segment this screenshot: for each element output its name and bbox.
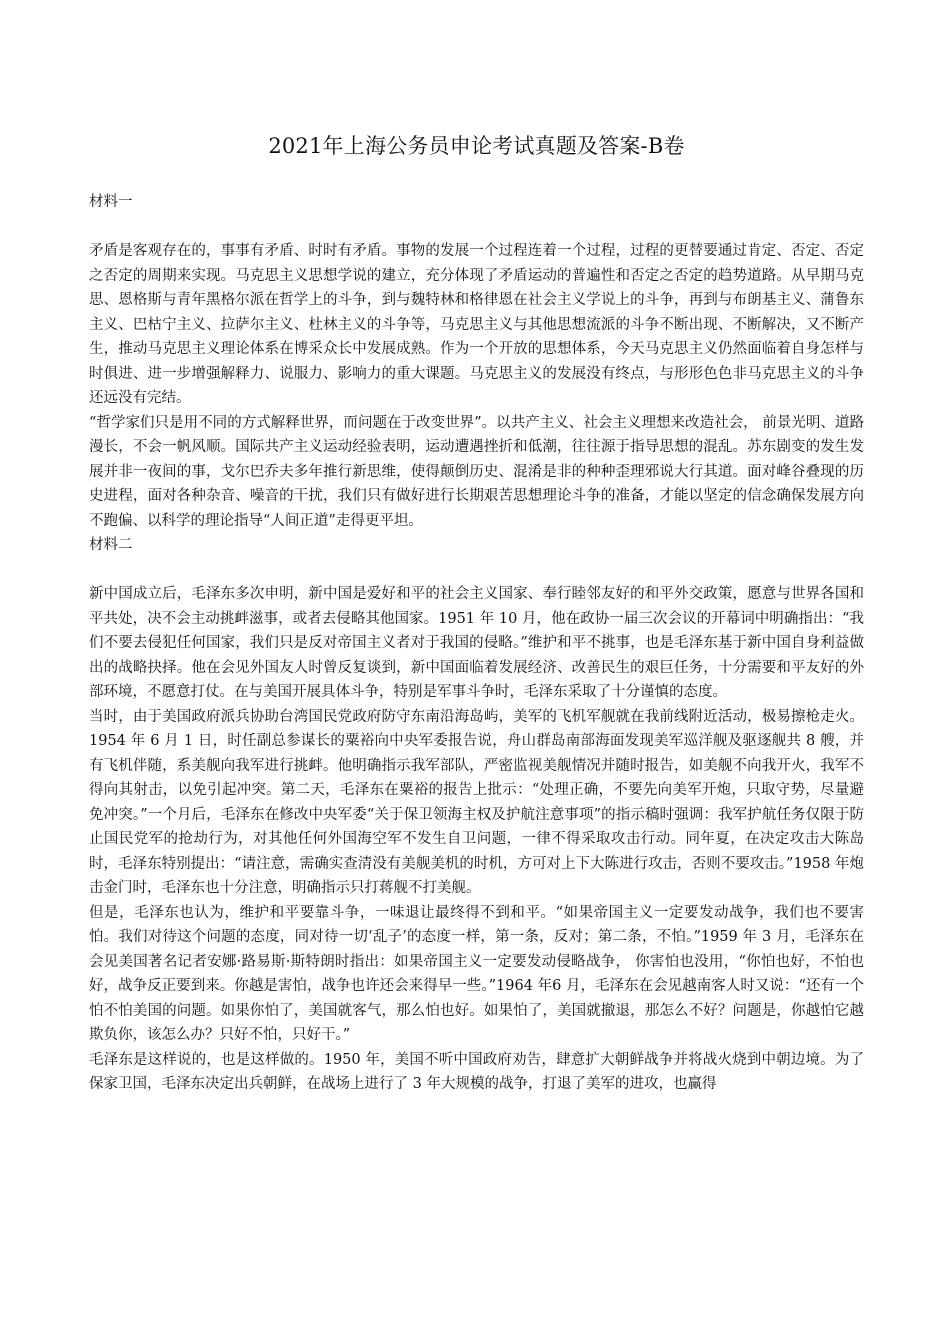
document-title: 2021年上海公务员申论考试真题及答案-B卷 (268, 134, 685, 158)
material-2-paragraph-2: 当时，由于美国政府派兵协助台湾国民党政府防守东南沿海岛屿，美军的飞机军舰就在我前线附近活动，极易擦枪走火。1954 年 6 月 1 日，时任副总参谋长的粟裕向中央军委报告说，舟山群岛南部海面发现美军巡洋舰及驱逐舰共 8 艘，并有飞机伴随，系美舰向我军进行挑衅。他明确指示我军部队，严密监视美舰情况并随时报告，如美舰不向我开火，我军不得向其射击，以免引起冲突。第二天，毛泽东在粟裕的报告上批示：“处理正确，不要先向美军开炮，只取守势，尽量避免冲突。”一个月后，毛泽东在修改中央军委“关于保卫领海主权及护航注意事项”的指示稿时强调：我军护航任务仅限于防止国民党军的抢劫行为，对其他任何外国海空军不发生自卫问题，一律不得采取攻击行动。同年夏，在决定攻击大陈岛时，毛泽东特别提出：“请注意，需确实查清没有美舰美机的时机，方可对上下大陈进行攻击，否则不要攻击。”1958 年炮击金门时，毛泽东也十分注意，明确指示只打蒋舰不打美舰。 (89, 708, 864, 896)
material-1-paragraph-2: “哲学家们只是用不同的方式解释世界，而问题在于改变世界”。以共产主义、社会主义理想来改造社会， 前景光明、道路漫长，不会一帆风顺。国际共产主义运动经验表明，运动遭遇挫折和低潮，往往源于指导思想的混乱。苏东剧变的发生发展并非一夜间的事，戈尔巴乔夫多年推行新思维，使得颠倒历史、混淆是非的种种歪理邪说大行其道。面对峰谷叠现的历史进程，面对各种杂音、噪音的干扰，我们只有做好进行长期艰苦思想理论斗争的准备，才能以坚定的信念确保发展方向不跑偏、以科学的理论指导“人间正道”走得更平坦。 (89, 414, 864, 529)
blank-line (89, 215, 864, 240)
material-2-paragraph-3: 但是，毛泽东也认为，维护和平要靠斗争，一味退让最终得不到和平。“如果帝国主义一定要发动战争，我们也不要害怕。我们对待这个问题的态度，同对待一切‘乱子’的态度一样，第一条，反对；第二条，不怕。”1959 年 3 月，毛泽东在会见美国著名记者安娜·路易斯·斯特朗时指出：如果帝国主义一定要发动侵略战争， 你害怕也没用，“你怕也好，不怕也好，战争反正要到来。你越是害怕，战争也许还会来得早一些。”1964 年6 月，毛泽东在会见越南客人时又说：“还有一个怕不怕美国的问题。如果你怕了，美国就客气，那么怕也好。如果怕了，美国就撤退，那怎么不好？问题是，你越怕它越欺负你，该怎么办？只好不怕，只好干。” (89, 904, 864, 1043)
material-1-label: 材料一 (89, 194, 133, 210)
material-2-paragraph-4: 毛泽东是这样说的，也是这样做的。1950 年，美国不听中国政府劝告，肆意扩大朝鲜战争并将战火烧到中朝边境。为了保家卫国，毛泽东决定出兵朝鲜，在战场上进行了 3 年大规模的战争，打退了美军的进攻，也赢得 (89, 1051, 864, 1092)
material-1-paragraph-1: 矛盾是客观存在的，事事有矛盾、时时有矛盾。事物的发展一个过程连着一个过程，过程的更替要通过肯定、否定、否定之否定的周期来实现。马克思主义思想学说的建立，充分体现了矛盾运动的普遍性和否定之否定的趋势道路。从早期马克思、恩格斯与青年黑格尔派在哲学上的斗争，到与魏特林和格律恩在社会主义学说上的斗争，再到与布朗基主义、蒲鲁东主义、巴枯宁主义、拉萨尔主义、杜林主义的斗争等，马克思主义与其他思想流派的斗争不断出现、不断解决，又不断产生，推动马克思主义理论体系在博采众长中发展成熟。作为一个开放的思想体系，今天马克思主义仍然面临着自身怎样与时俱进、进一步增强解释力、说服力、影响力的重大课题。马克思主义的发展没有终点，与形形色色非马克思主义的斗争还远没有完结。 (89, 243, 864, 406)
blank-line (89, 558, 864, 583)
material-2-paragraph-1: 新中国成立后，毛泽东多次申明，新中国是爱好和平的社会主义国家、奉行睦邻友好的和平外交政策，愿意与世界各国和平共处，决不会主动挑衅滋事，或者去侵略其他国家。1951 年 10 月，他在政协一届三次会议的开幕词中明确指出：“我们不要去侵犯任何国家，我们只是反对帝国主义者对于我国的侵略。”维护和平不挑事，也是毛泽东基于新中国自身利益做出的战略抉择。他在会见外国友人时曾反复谈到，新中国面临着发展经济、改善民生的艰巨任务，十分需要和平友好的外部环境，不愿意打仗。在与美国开展具体斗争，特别是军事斗争时，毛泽东采取了十分谨慎的态度。 (89, 586, 864, 700)
material-2-label: 材料二 (89, 537, 133, 553)
